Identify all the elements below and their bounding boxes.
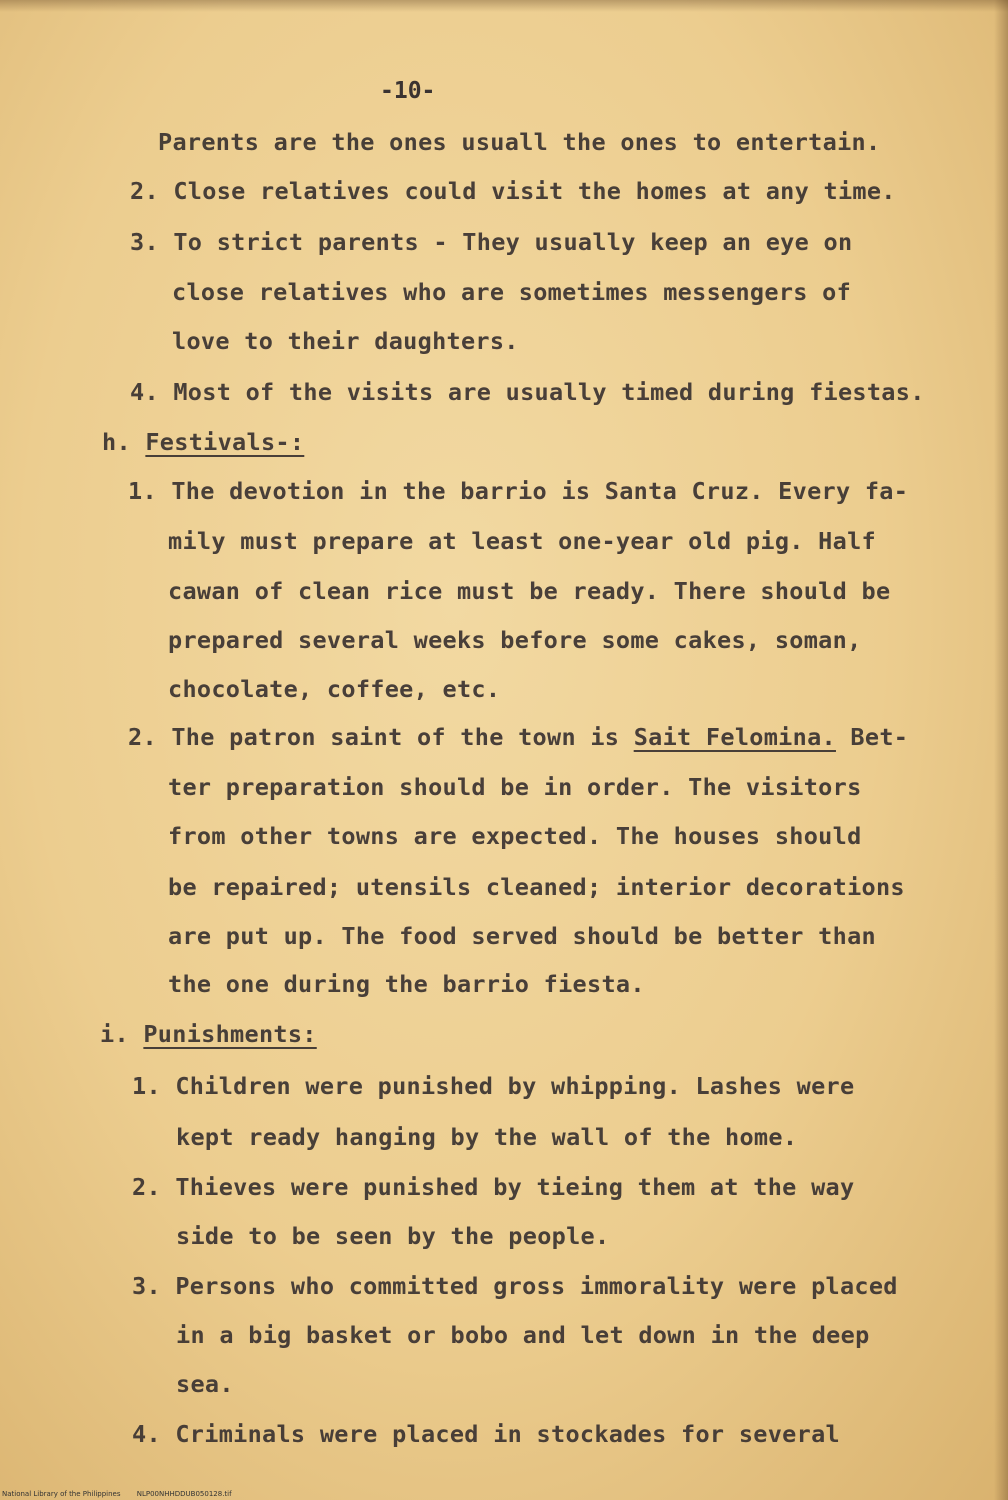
text-line: 2. Thieves were punished by tieing them at the way — [132, 1173, 855, 1201]
patron-saint-name: Sait Felomina. — [633, 723, 836, 751]
festival-2-prefix: 2. The patron saint of the town is — [128, 723, 634, 751]
text-line: 1. Children were punished by whipping. Lashes were — [132, 1072, 855, 1100]
scan-footer — [2, 1490, 246, 1498]
text-line: prepared several weeks before some cakes, soman, — [168, 626, 862, 654]
text-line: sea. — [176, 1370, 234, 1398]
section-heading-festivals — [102, 428, 304, 456]
page-right-edge — [994, 0, 1008, 1500]
section-title: Punishments: — [143, 1020, 317, 1048]
text-line: 1. The devotion in the barrio is Santa Cruz. Every fa- — [128, 477, 909, 505]
section-title: Festivals-: — [145, 428, 305, 456]
text-line: love to their daughters. — [172, 327, 519, 355]
text-line: mily must prepare at least one-year old pig. Half — [168, 527, 876, 555]
text-line: the one during the barrio fiesta. — [168, 970, 645, 998]
footer-file: NLP00NHHDDUB050128.tif — [136, 1490, 232, 1498]
text-line: ter preparation should be in order. The visitors — [168, 773, 862, 801]
text-line: 2. Close relatives could visit the homes at any time. — [130, 177, 896, 205]
text-line: be repaired; utensils cleaned; interior decorations — [168, 873, 905, 901]
text-line: Parents are the ones usuall the ones to entertain. — [158, 128, 881, 156]
text-line: 4. Most of the visits are usually timed during fiestas. — [130, 378, 925, 406]
text-line: 3. Persons who committed gross immorality were placed — [132, 1272, 898, 1300]
section-marker: i. — [100, 1020, 129, 1048]
text-line: kept ready hanging by the wall of the home. — [176, 1123, 798, 1151]
text-line: close relatives who are sometimes messengers of — [172, 278, 852, 306]
footer-library: National Library of the Philippines — [2, 1490, 121, 1498]
page-number: -10- — [380, 78, 436, 104]
text-line: from other towns are expected. The houses should — [168, 822, 862, 850]
text-line: in a big basket or bobo and let down in the deep — [176, 1321, 870, 1349]
text-line: cawan of clean rice must be ready. There should be — [168, 577, 891, 605]
page-top-edge — [0, 0, 1008, 12]
section-marker: h. — [102, 428, 131, 456]
text-line: side to be seen by the people. — [176, 1222, 610, 1250]
text-line: chocolate, coffee, etc. — [168, 675, 501, 703]
section-heading-punishments — [100, 1020, 317, 1048]
text-line: 4. Criminals were placed in stockades for several — [132, 1420, 840, 1448]
text-line: 3. To strict parents - They usually keep an eye on — [130, 228, 853, 256]
text-line — [128, 723, 908, 751]
festival-2-suffix: Bet- — [835, 723, 909, 751]
text-line: are put up. The food served should be better than — [168, 922, 876, 950]
